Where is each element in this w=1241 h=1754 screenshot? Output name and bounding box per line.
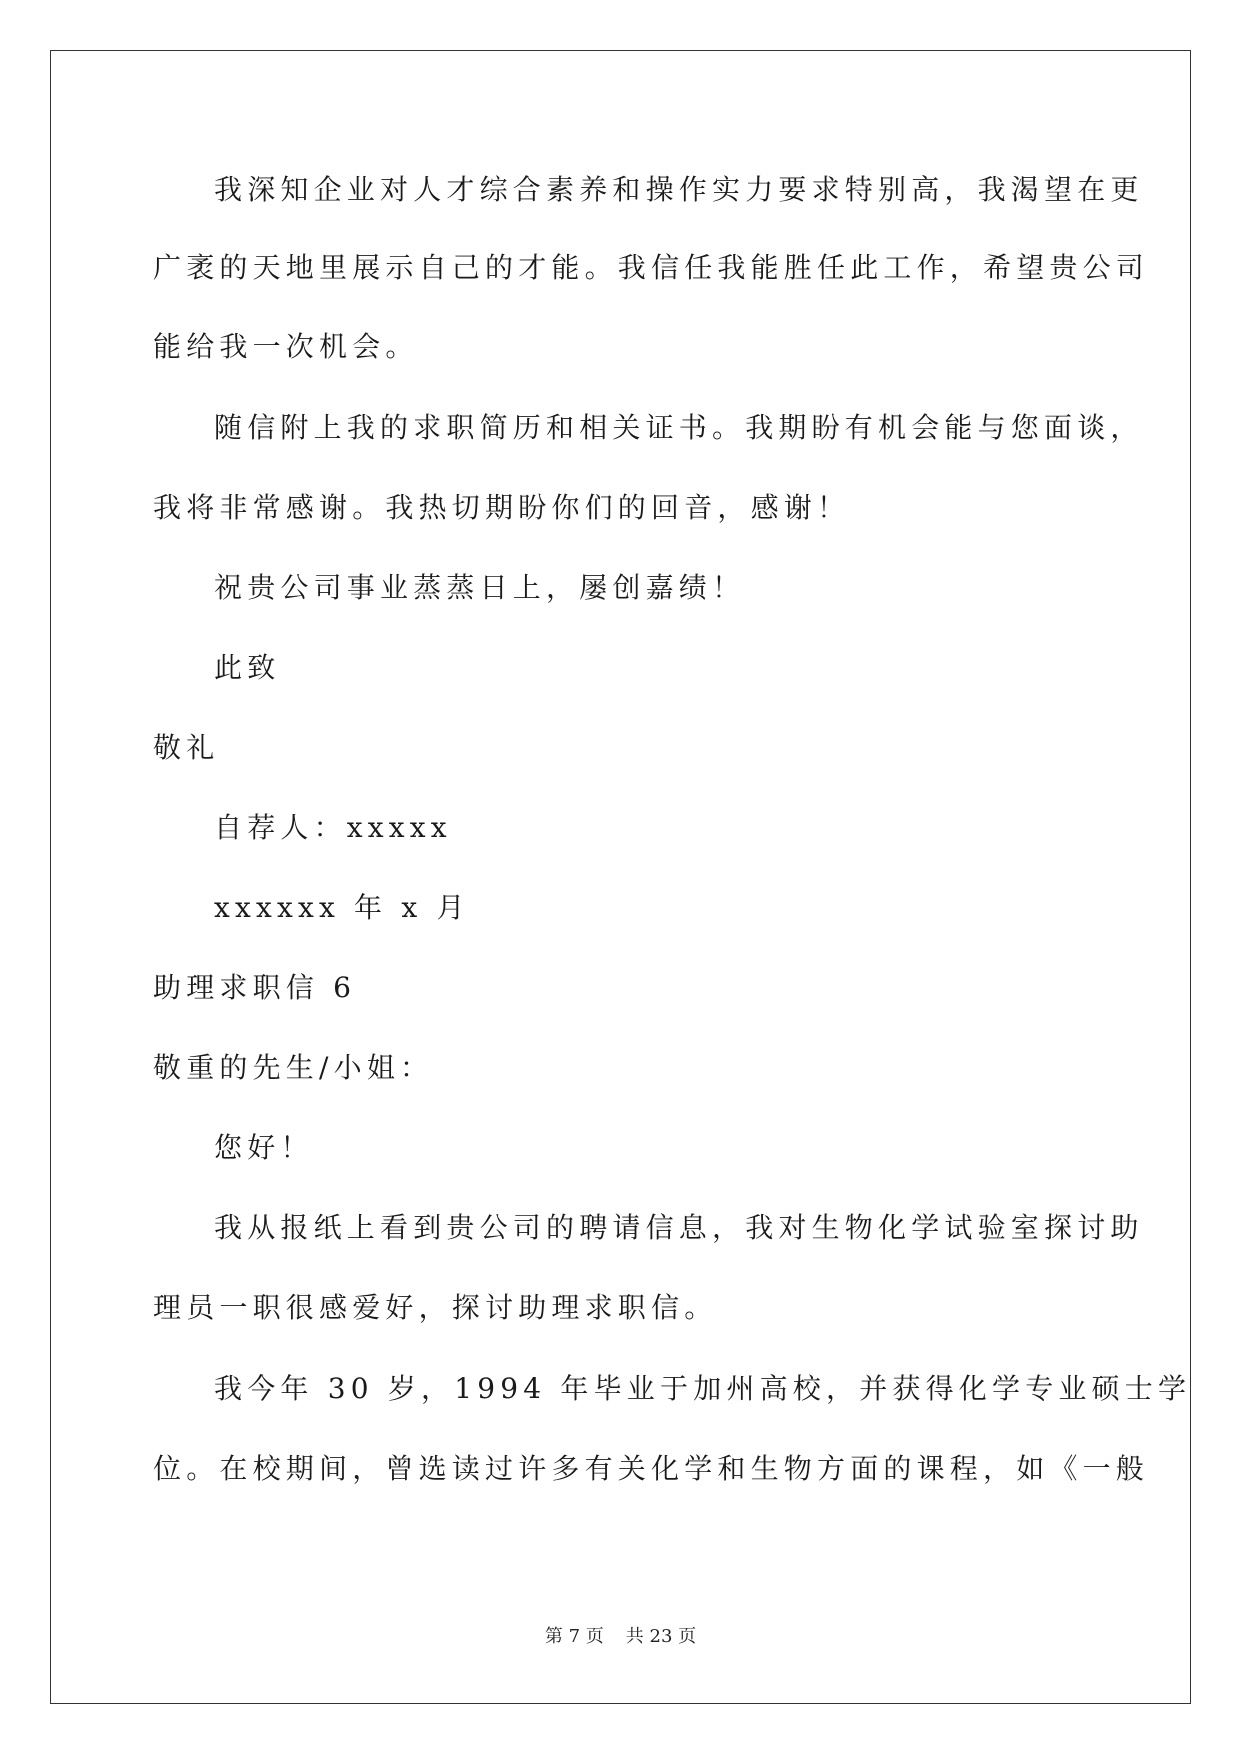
greeting-line: 您好！ (214, 1131, 314, 1164)
section-heading: 助理求职信 6 (153, 971, 357, 1004)
paragraph-line: 能给我一次机会。 (153, 330, 419, 363)
paragraph-line: 我从报纸上看到贵公司的聘请信息，我对生物化学试验室探讨助 (214, 1211, 1144, 1244)
paragraph-line: 随信附上我的求职简历和相关证书。我期盼有机会能与您面谈， (214, 411, 1144, 444)
paragraph-line: 我今年 30 岁，1994 年毕业于加州高校，并获得化学专业硕士学 (214, 1372, 1192, 1405)
paragraph-line: 我深知企业对人才综合素养和操作实力要求特别高，我渴望在更 (214, 173, 1144, 206)
page-number-total: 共 23 页 (625, 1626, 697, 1647)
paragraph-line: 位。在校期间，曾选读过许多有关化学和生物方面的课程，如《一般 (153, 1452, 1150, 1485)
closing-line: 此致 (214, 651, 281, 684)
date-line: xxxxxx 年 x 月 (214, 891, 470, 924)
paragraph-line: 广袤的天地里展示自己的才能。我信任我能胜任此工作，希望贵公司 (153, 251, 1150, 284)
signature-line: 自荐人：xxxxx (214, 811, 452, 844)
paragraph-line: 祝贵公司事业蒸蒸日上，屡创嘉绩！ (214, 571, 746, 604)
paragraph-line: 我将非常感谢。我热切期盼你们的回音，感谢！ (153, 491, 851, 524)
page-footer (0, 1625, 1241, 1649)
page-number-current: 第 7 页 (544, 1626, 604, 1647)
salutation-line: 敬重的先生/小姐： (153, 1051, 434, 1084)
paragraph-line: 理员一职很感爱好，探讨助理求职信。 (153, 1291, 718, 1324)
closing-salute: 敬礼 (153, 731, 220, 764)
